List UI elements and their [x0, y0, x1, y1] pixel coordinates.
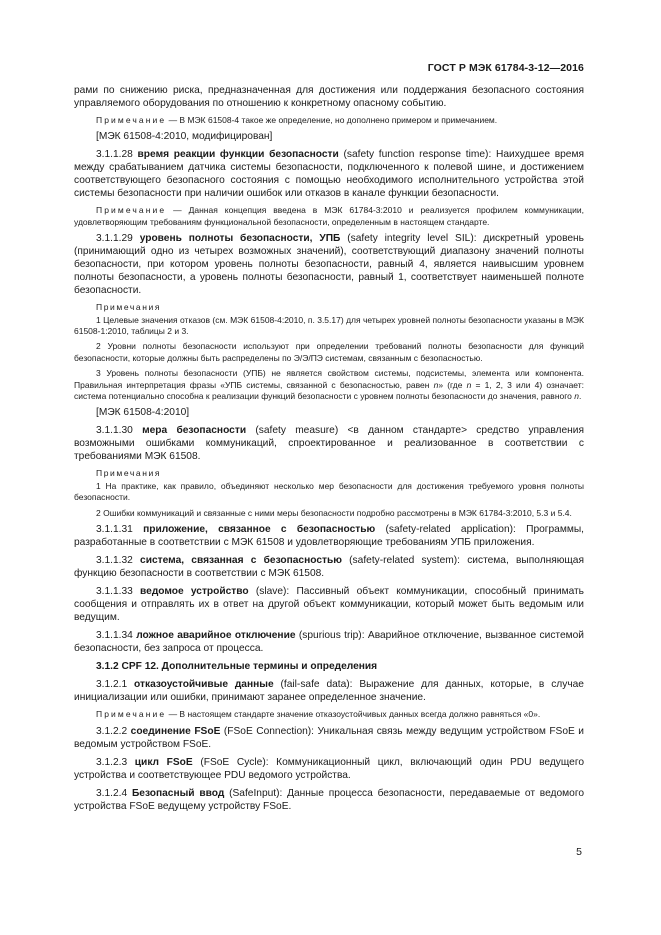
note-paragraph: [74, 341, 584, 364]
term-text: Безопасный ввод: [131, 787, 225, 799]
text-run: [МЭК 61508-4:2010]: [96, 407, 190, 419]
text-run: Примечание: [96, 205, 167, 216]
text-run: 3.1.1.32: [96, 555, 141, 567]
text-run: 3.1.1.33: [96, 586, 141, 598]
text-run: 3.1.1.28: [96, 149, 138, 161]
text-run: » (где: [438, 379, 467, 390]
term-text: время реакции функции безопасности: [137, 149, 339, 161]
paragraph: [74, 424, 584, 463]
note-paragraph: [74, 481, 584, 504]
text-run: 3.1.1.30: [96, 425, 143, 437]
page-number: 5: [576, 846, 582, 858]
term-text: уровень полноты безопасности, УПБ: [139, 233, 341, 245]
term-text: система, связанная с безопасностью: [140, 555, 342, 567]
text-run: 3 Уровень полноты безопасности (УПБ) не является свойством системы, подсистемы, элемента или компонента. Правильная интерпретация фразы «УПБ системы, связанной с безопасностью, равен: [74, 368, 584, 390]
term-text: 3.1.2 CPF 12. Дополнительные термины и определения: [96, 661, 378, 673]
text-run: 1 На практике, как правило, объединяют несколько мер безопасности для достижения требуемого уровня полноты безопасности.: [74, 480, 584, 503]
paragraph: [74, 629, 584, 655]
text-run: [МЭК 61508-4:2010, модифицирован]: [96, 131, 273, 143]
note-paragraph: [74, 508, 584, 519]
paragraph: [74, 84, 584, 110]
note-paragraph: [74, 115, 584, 126]
text-run: 3.1.2.2: [96, 725, 131, 737]
paragraph: [74, 725, 584, 751]
text-run: (slave): Пассивный объект коммуникации, способный принимать сообщения и отправлять их в ответ на другой объект коммуникации, который может быть ведомым или ведущим.: [74, 586, 584, 624]
term-text: приложение, связанное с безопасностью: [143, 524, 376, 536]
text-run: 3.1.2.4: [96, 787, 132, 799]
paragraph: [74, 554, 584, 580]
text-run: 3.1.1.29: [96, 233, 140, 245]
paragraph: [74, 523, 584, 549]
note-paragraph: [74, 315, 584, 338]
note-paragraph: [74, 368, 584, 402]
notes-heading: [74, 302, 584, 313]
text-run: 2 Уровни полноты безопасности используют при определении требований полноты безопасности для функций безопасности, которые должны быть распределены по Э/Э/ПЭ системам, связанным с безопасностью.: [74, 341, 584, 363]
notes-heading: [74, 468, 584, 479]
text-run: 1 Целевые значения отказов (см. МЭК 61508-4:2010, п. 3.5.17) для четырех уровней полноты безопасности указаны в МЭК 61508-1:2010, таблицы 2 и 3.: [74, 314, 584, 337]
term-text: отказоустойчивые данные: [134, 679, 274, 691]
text-run: 3.1.1.31: [96, 524, 144, 536]
text-run: n: [466, 379, 472, 390]
paragraph: [74, 787, 584, 813]
note-paragraph: [74, 205, 584, 228]
paragraph: [74, 130, 584, 143]
term-text: ведомое устройство: [140, 586, 249, 598]
paragraph: [74, 660, 584, 673]
text-run: (spurious trip): Аварийное отключение, вызванное системой безопасности, без запроса от процесса.: [74, 630, 584, 655]
text-run: (FSoE Connection): Уникальная связь между ведущим устройством FSoE и ведомым устройством FSoE.: [74, 725, 584, 750]
text-run: 2 Ошибки коммуникаций и связанные с ними меры безопасности подробно рассмотрены в МЭК 61784-3:2010, 5.3 и 5.4.: [96, 507, 572, 518]
document-body: [74, 84, 584, 818]
text-run: (safety integrity level SIL): дискретный уровень (принимающий одно из четырех возможных значений), соответствующий диапазону значений полноты безопасности, при котором уровень полноты безопасности, равный 4, является наивысшим уровнем полноты безопасности, а уровень полноты безопасности, равный 1, соответствует наименьшей полноте безопасности.: [74, 233, 584, 297]
text-run: .: [579, 391, 582, 402]
text-run: (safety-related application): Программы, разработанные в соответствии с МЭК 61508 и удовлетворяющие требованиям УПБ приложения.: [74, 524, 584, 549]
text-run: n: [433, 379, 439, 390]
text-run: — В настоящем стандарте значение отказоустойчивых данных всегда должно равняться «0».: [166, 709, 541, 720]
note-paragraph: [74, 709, 584, 720]
text-run: (safety measure) <в данном стандарте> средство управления возможными ошибками коммуникаций, спроектированное и реализованное в соответствии с требованиями МЭК 61508.: [74, 425, 585, 463]
text-run: (safety function response time): Наихудшее время между срабатыванием датчика системы безопасности, подключенного к полевой шине, и достижением соответствующего безопасного состояния с помощью необходимого исполнительного устройства этой системы безопасности при наличии ошибок или отказов в канале функции безопасности.: [74, 149, 584, 200]
term-text: мера безопасности: [142, 425, 247, 437]
text-run: (FSoE Cycle): Коммуникационный цикл, включающий один PDU ведущего устройства и соответствующее PDU ведомого устройства.: [74, 756, 584, 781]
paragraph: [74, 232, 584, 297]
text-run: 3.1.2.3: [96, 756, 135, 768]
text-run: Примечания: [96, 468, 162, 479]
text-run: Примечания: [96, 302, 162, 313]
term-text: цикл FSoE: [134, 756, 193, 768]
text-run: (fail-safe data): Выражение для данных, которые, в случае инициализации или ошибки, принимают заранее определенное значение.: [74, 679, 584, 704]
paragraph: [74, 406, 584, 419]
term-text: соединение FSoE: [130, 725, 221, 737]
text-run: 3.1.2.1: [96, 679, 135, 691]
text-run: n: [574, 391, 579, 402]
text-run: — Данная концепция введена в МЭК 61784-3:2010 и реализуется профилем коммуникации, удовлетворяющим требованиям функциональной безопасности, определенным в настоящем стандарте.: [74, 205, 584, 227]
text-run: Примечание: [96, 709, 167, 720]
text-run: 3.1.1.34: [96, 630, 137, 642]
paragraph: [74, 756, 584, 782]
term-text: ложное аварийное отключение: [136, 630, 296, 642]
paragraph: [74, 148, 584, 200]
text-run: = 1, 2, 3 или 4) означает: система потенциально способна к реализации функций безопасности с уровнем полноты безопасности до значения, равного: [74, 379, 584, 402]
document-header: ГОСТ Р МЭК 61784-3-12—2016: [427, 62, 584, 74]
text-run: (SafeInput): Данные процесса безопасности, передаваемые от ведомого устройства FSoE ведущему устройству FSoE.: [74, 787, 584, 812]
text-run: рами по снижению риска, предназначенная для достижения или поддержания безопасного состояния управляемого оборудования по отношению к конкретному опасному событию.: [74, 85, 584, 109]
text-run: — В МЭК 61508-4 такое же определение, но дополнено примером и примечанием.: [166, 115, 498, 125]
text-run: (safety-related system): система, выполняющая функцию безопасности в соответствии с МЭК 61508.: [74, 555, 584, 580]
paragraph: [74, 585, 584, 624]
paragraph: [74, 678, 584, 704]
text-run: Примечание: [96, 115, 167, 125]
